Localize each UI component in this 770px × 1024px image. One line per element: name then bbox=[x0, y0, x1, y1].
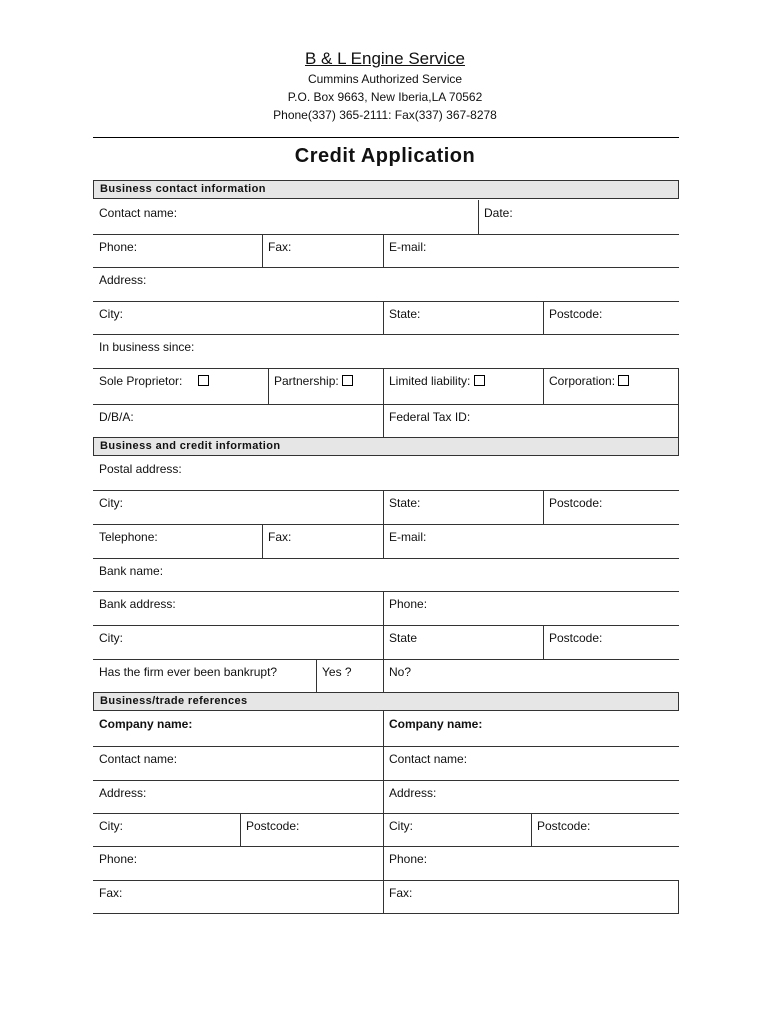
bank-state-field[interactable]: State bbox=[389, 631, 418, 645]
ref1-company-name-field[interactable]: Company name: bbox=[99, 717, 193, 731]
ref2-postcode-field[interactable]: Postcode: bbox=[537, 819, 591, 833]
ref1-contact-name-field[interactable]: Contact name: bbox=[99, 752, 178, 766]
partnership-checkbox[interactable] bbox=[342, 375, 353, 386]
company-address: P.O. Box 9663, New Iberia,LA 70562 bbox=[287, 90, 483, 104]
corporation-label: Corporation: bbox=[549, 374, 616, 388]
dba-field[interactable]: D/B/A: bbox=[99, 410, 134, 424]
contact-name-field[interactable]: Contact name: bbox=[99, 206, 178, 220]
section-business-credit: Business and credit information bbox=[93, 437, 679, 456]
ref1-city-field[interactable]: City: bbox=[99, 819, 123, 833]
limited-liability-checkbox[interactable] bbox=[474, 375, 485, 386]
company-name: B & L Engine Service bbox=[304, 49, 465, 68]
table-right-border bbox=[678, 880, 679, 913]
email-field[interactable]: E-mail: bbox=[389, 240, 427, 254]
credit-email-field[interactable]: E-mail: bbox=[389, 530, 427, 544]
bank-phone-field[interactable]: Phone: bbox=[389, 597, 428, 611]
date-field[interactable]: Date: bbox=[484, 206, 513, 220]
ref2-contact-name-field[interactable]: Contact name: bbox=[389, 752, 468, 766]
in-business-since-field[interactable]: In business since: bbox=[99, 340, 195, 354]
postal-address-field[interactable]: Postal address: bbox=[99, 462, 182, 476]
partnership-option[interactable] bbox=[268, 368, 383, 404]
ref2-address-field[interactable]: Address: bbox=[389, 786, 437, 800]
bankrupt-question: Has the firm ever been bankrupt? bbox=[99, 665, 278, 679]
sole-proprietor-checkbox[interactable] bbox=[198, 375, 209, 386]
address-field[interactable]: Address: bbox=[99, 273, 147, 287]
bankrupt-yes-option[interactable]: Yes ? bbox=[322, 665, 352, 679]
credit-postcode-field[interactable]: Postcode: bbox=[549, 496, 603, 510]
federal-tax-id-field[interactable]: Federal Tax ID: bbox=[389, 410, 471, 424]
postcode-field[interactable]: Postcode: bbox=[549, 307, 603, 321]
bank-name-field[interactable]: Bank name: bbox=[99, 564, 164, 578]
sole-proprietor-label: Sole Proprietor: bbox=[99, 374, 183, 388]
credit-fax-field[interactable]: Fax: bbox=[268, 530, 292, 544]
limited-liability-option[interactable] bbox=[383, 368, 543, 404]
partnership-label: Partnership: bbox=[274, 374, 339, 388]
phone-field[interactable]: Phone: bbox=[99, 240, 138, 254]
header-divider bbox=[93, 137, 679, 138]
credit-state-field[interactable]: State: bbox=[389, 496, 421, 510]
credit-city-field[interactable]: City: bbox=[99, 496, 123, 510]
city-field[interactable]: City: bbox=[99, 307, 123, 321]
table-bottom-border bbox=[93, 913, 679, 914]
ref2-company-name-field[interactable]: Company name: bbox=[389, 717, 483, 731]
ref2-phone-field[interactable]: Phone: bbox=[389, 852, 428, 866]
company-contact: Phone(337) 365-2111: Fax(337) 367-8278 bbox=[273, 108, 497, 122]
section-trade-references: Business/trade references bbox=[93, 692, 679, 711]
section-business-contact: Business contact information bbox=[93, 180, 679, 199]
corporation-option[interactable] bbox=[543, 368, 679, 404]
ref1-phone-field[interactable]: Phone: bbox=[99, 852, 138, 866]
ref1-fax-field[interactable]: Fax: bbox=[99, 886, 123, 900]
bank-postcode-field[interactable]: Postcode: bbox=[549, 631, 603, 645]
letterhead bbox=[0, 48, 770, 124]
ref2-city-field[interactable]: City: bbox=[389, 819, 413, 833]
company-subtitle: Cummins Authorized Service bbox=[307, 72, 463, 86]
limited-liability-label: Limited liability: bbox=[389, 374, 471, 388]
form-title: Credit Application bbox=[294, 145, 476, 167]
corporation-checkbox[interactable] bbox=[618, 375, 629, 386]
ref2-fax-field[interactable]: Fax: bbox=[389, 886, 413, 900]
ref1-address-field[interactable]: Address: bbox=[99, 786, 147, 800]
bank-address-field[interactable]: Bank address: bbox=[99, 597, 176, 611]
bank-city-field[interactable]: City: bbox=[99, 631, 123, 645]
sole-proprietor-option[interactable] bbox=[93, 368, 268, 404]
bankrupt-no-option[interactable]: No? bbox=[389, 665, 412, 679]
state-field[interactable]: State: bbox=[389, 307, 421, 321]
telephone-field[interactable]: Telephone: bbox=[99, 530, 158, 544]
ref1-postcode-field[interactable]: Postcode: bbox=[246, 819, 300, 833]
fax-field[interactable]: Fax: bbox=[268, 240, 292, 254]
